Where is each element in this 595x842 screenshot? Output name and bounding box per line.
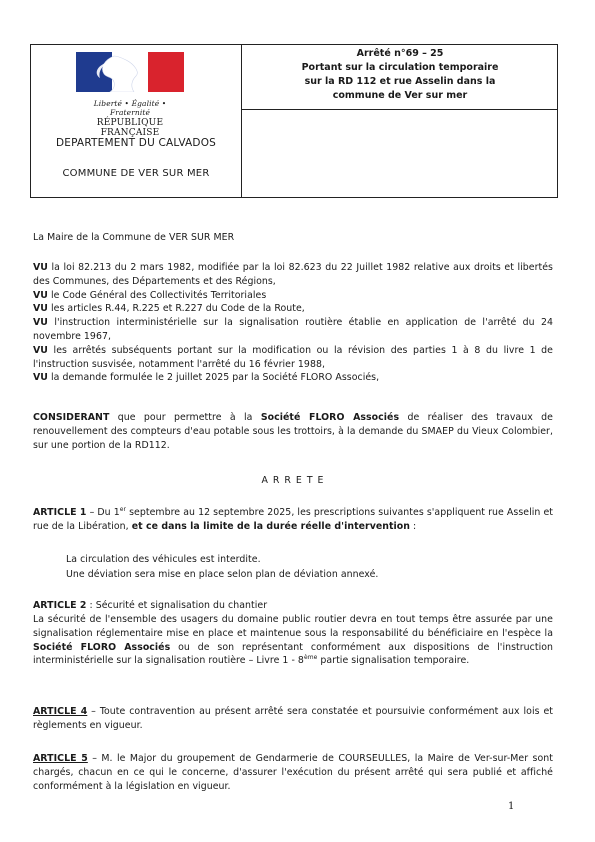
marianne-flag-icon xyxy=(74,52,186,92)
arrete-heading: A R R E T E xyxy=(261,475,325,486)
arrete-subject-line: sur la RD 112 et rue Asselin dans la xyxy=(304,76,496,87)
article-2-body: La sécurité de l'ensemble des usagers du domaine public routier devra en tout temps être assurée par une signalisation réglementaire mise en place et maintenue sous la responsabilité du bénéficiaire en l'espèce la Société FLORO Associés ou de son représentant conformément aux dispositions de l'instruction interministérielle sur la signalisation routière – Livre 1 - 8ème partie signalisation temporaire. xyxy=(33,614,554,667)
department-name: DEPARTEMENT DU CALVADOS xyxy=(55,137,217,149)
vu-item: VU la demande formulée le 2 juillet 2025 par la Société FLORO Associés, xyxy=(33,372,380,384)
commune-name: COMMUNE DE VER SUR MER xyxy=(62,168,210,179)
article-4: ARTICLE 4 – Toute contravention au présent arrêté sera constatée et poursuivie conformément aux lois et règlements en vigueur. xyxy=(33,706,553,731)
vu-item: VU l'instruction interministérielle sur la signalisation routière établie en application de l'arrêté du 24 novembre 1967, xyxy=(33,317,554,342)
arrete-title-block xyxy=(242,47,558,103)
article-2-title: ARTICLE 2 : Sécurité et signalisation du chantier xyxy=(33,600,268,611)
vu-item: VU les arrêtés subséquents portant sur la modification ou la révision des parties 1 à 8 du livre 1 de l'instruction susvisée, notamment l'arrêté du 16 février 1988, xyxy=(33,344,553,370)
article-1-item: Une déviation sera mise en place selon plan de déviation annexé. xyxy=(66,569,379,580)
republic-motto: Liberté • Égalité • Fraternité xyxy=(93,99,167,117)
article-1: ARTICLE 1 – Du 1er septembre au 12 septembre 2025, les prescriptions suivantes s'appliquent rue Asselin et rue de la Libération, et ce dans la limite de la durée réelle d'intervention : xyxy=(33,505,553,532)
arrete-number: Arrêté n°69 – 25 xyxy=(356,48,444,59)
article-5: ARTICLE 5 – M. le Major du groupement de Gendarmerie de COURSEULLES, la Maire de Ver-sur-Mer sont chargés, chacun en ce qui le concerne, d'assurer l'exécution du présent arrêté qui sera publié et affiché conformément à la législation en vigueur. xyxy=(33,753,553,792)
considerant-paragraph: CONSIDERANT que pour permettre à la Société FLORO Associés de réaliser des travaux de renouvellement des compteurs d'eau potable sous les trottoirs, à la demande du SMAEP du Vieux Colombier, sur une portion de la RD112. xyxy=(33,412,553,451)
arrete-subject-line: commune de Ver sur mer xyxy=(332,90,468,101)
vu-item: VU le Code Général des Collectivités Territoriales xyxy=(33,289,267,301)
vu-list xyxy=(33,261,553,385)
vu-item: VU les articles R.44, R.225 et R.227 du Code de la Route, xyxy=(33,303,305,315)
article-1-item: La circulation des véhicules est interdite. xyxy=(66,554,261,565)
marianne-logo xyxy=(74,52,186,138)
vu-item: VU la loi 82.213 du 2 mars 1982, modifiée par la loi 82.623 du 22 Juillet 1982 relative aux droits et libertés des Communes, des Départements et des Régions, xyxy=(33,262,553,287)
page-number: 1 xyxy=(508,801,515,812)
intro-line: La Maire de la Commune de VER SUR MER xyxy=(33,232,235,243)
arrete-subject-line: Portant sur la circulation temporaire xyxy=(301,62,499,73)
republic-name: RÉPUBLIQUE FRANÇAISE xyxy=(96,118,164,138)
